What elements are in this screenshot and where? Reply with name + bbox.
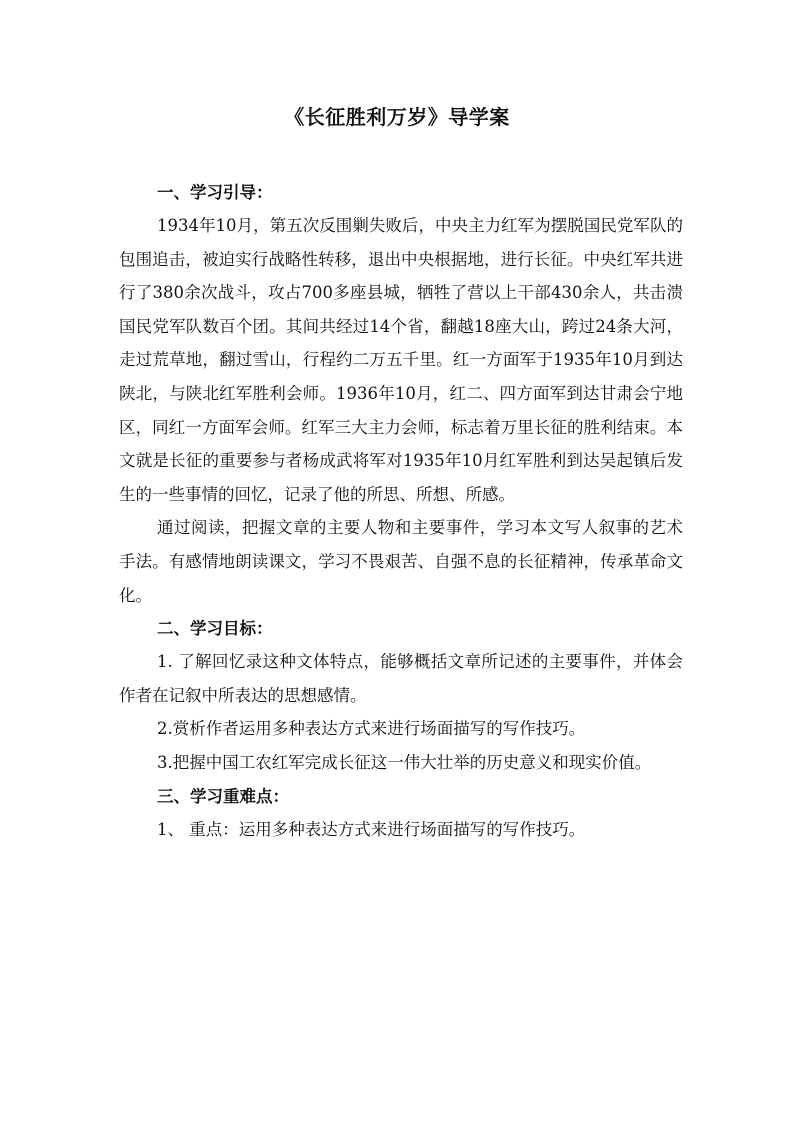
section-heading: 一、学习引导： <box>157 183 273 202</box>
section-heading: 二、学习目标： <box>157 619 273 639</box>
paragraph: 1934年10月，第五次反围剿失败后，中央主力红军为摆脱国民党军队的包围追击，被迫实行战略性转移，退出中央根据地，进行长征。中央红军共进行了380余次战斗，攻占700多座县城，牺牲了营以上干部430余人，共击溃国民党军队数百个团。其间共经过14个省，翻越18座大山，跨过24条大河，走过荒草地，翻过雪山，行程约二万五千里。红一方面军于1935年10月到达陕北，与陕北红军胜利会师。1936年10月，红二、四方面军到达甘肃会宁地区，同红一方面军会师。红军三大主力会师，标志着万里长征的胜利结束。本文就是长征的重要参与者杨成武将军对1935年10月红军胜利到达吴起镇后发生的一些事情的回忆，记录了他的所思、所想、所感。 <box>119 216 683 504</box>
section-learning-goals <box>119 612 683 779</box>
list-item: 3.把握中国工农红军完成长征这一伟大壮举的历史意义和现实价值。 <box>157 752 652 772</box>
list-item: 1. 了解回忆录这种文体特点，能够概括文章所记述的主要事件，并体会作者在记叙中所表达的思想感情。 <box>119 652 683 705</box>
list-item: 2.赏析作者运用多种表达方式来进行场面描写的写作技巧。 <box>157 719 586 739</box>
section-heading: 三、学习重难点： <box>157 786 289 806</box>
section-learning-guide <box>119 176 683 612</box>
list-item: 1、 重点：运用多种表达方式来进行场面描写的写作技巧。 <box>157 819 586 839</box>
section-key-points <box>119 780 683 847</box>
paragraph: 通过阅读，把握文章的主要人物和主要事件，学习本文写人叙事的艺术手法。有感情地朗读课文，学习不畏艰苦、自强不息的长征精神，传承革命文化。 <box>119 518 683 605</box>
document-body <box>119 176 683 846</box>
document-title: 《长征胜利万岁》导学案 <box>284 105 510 129</box>
